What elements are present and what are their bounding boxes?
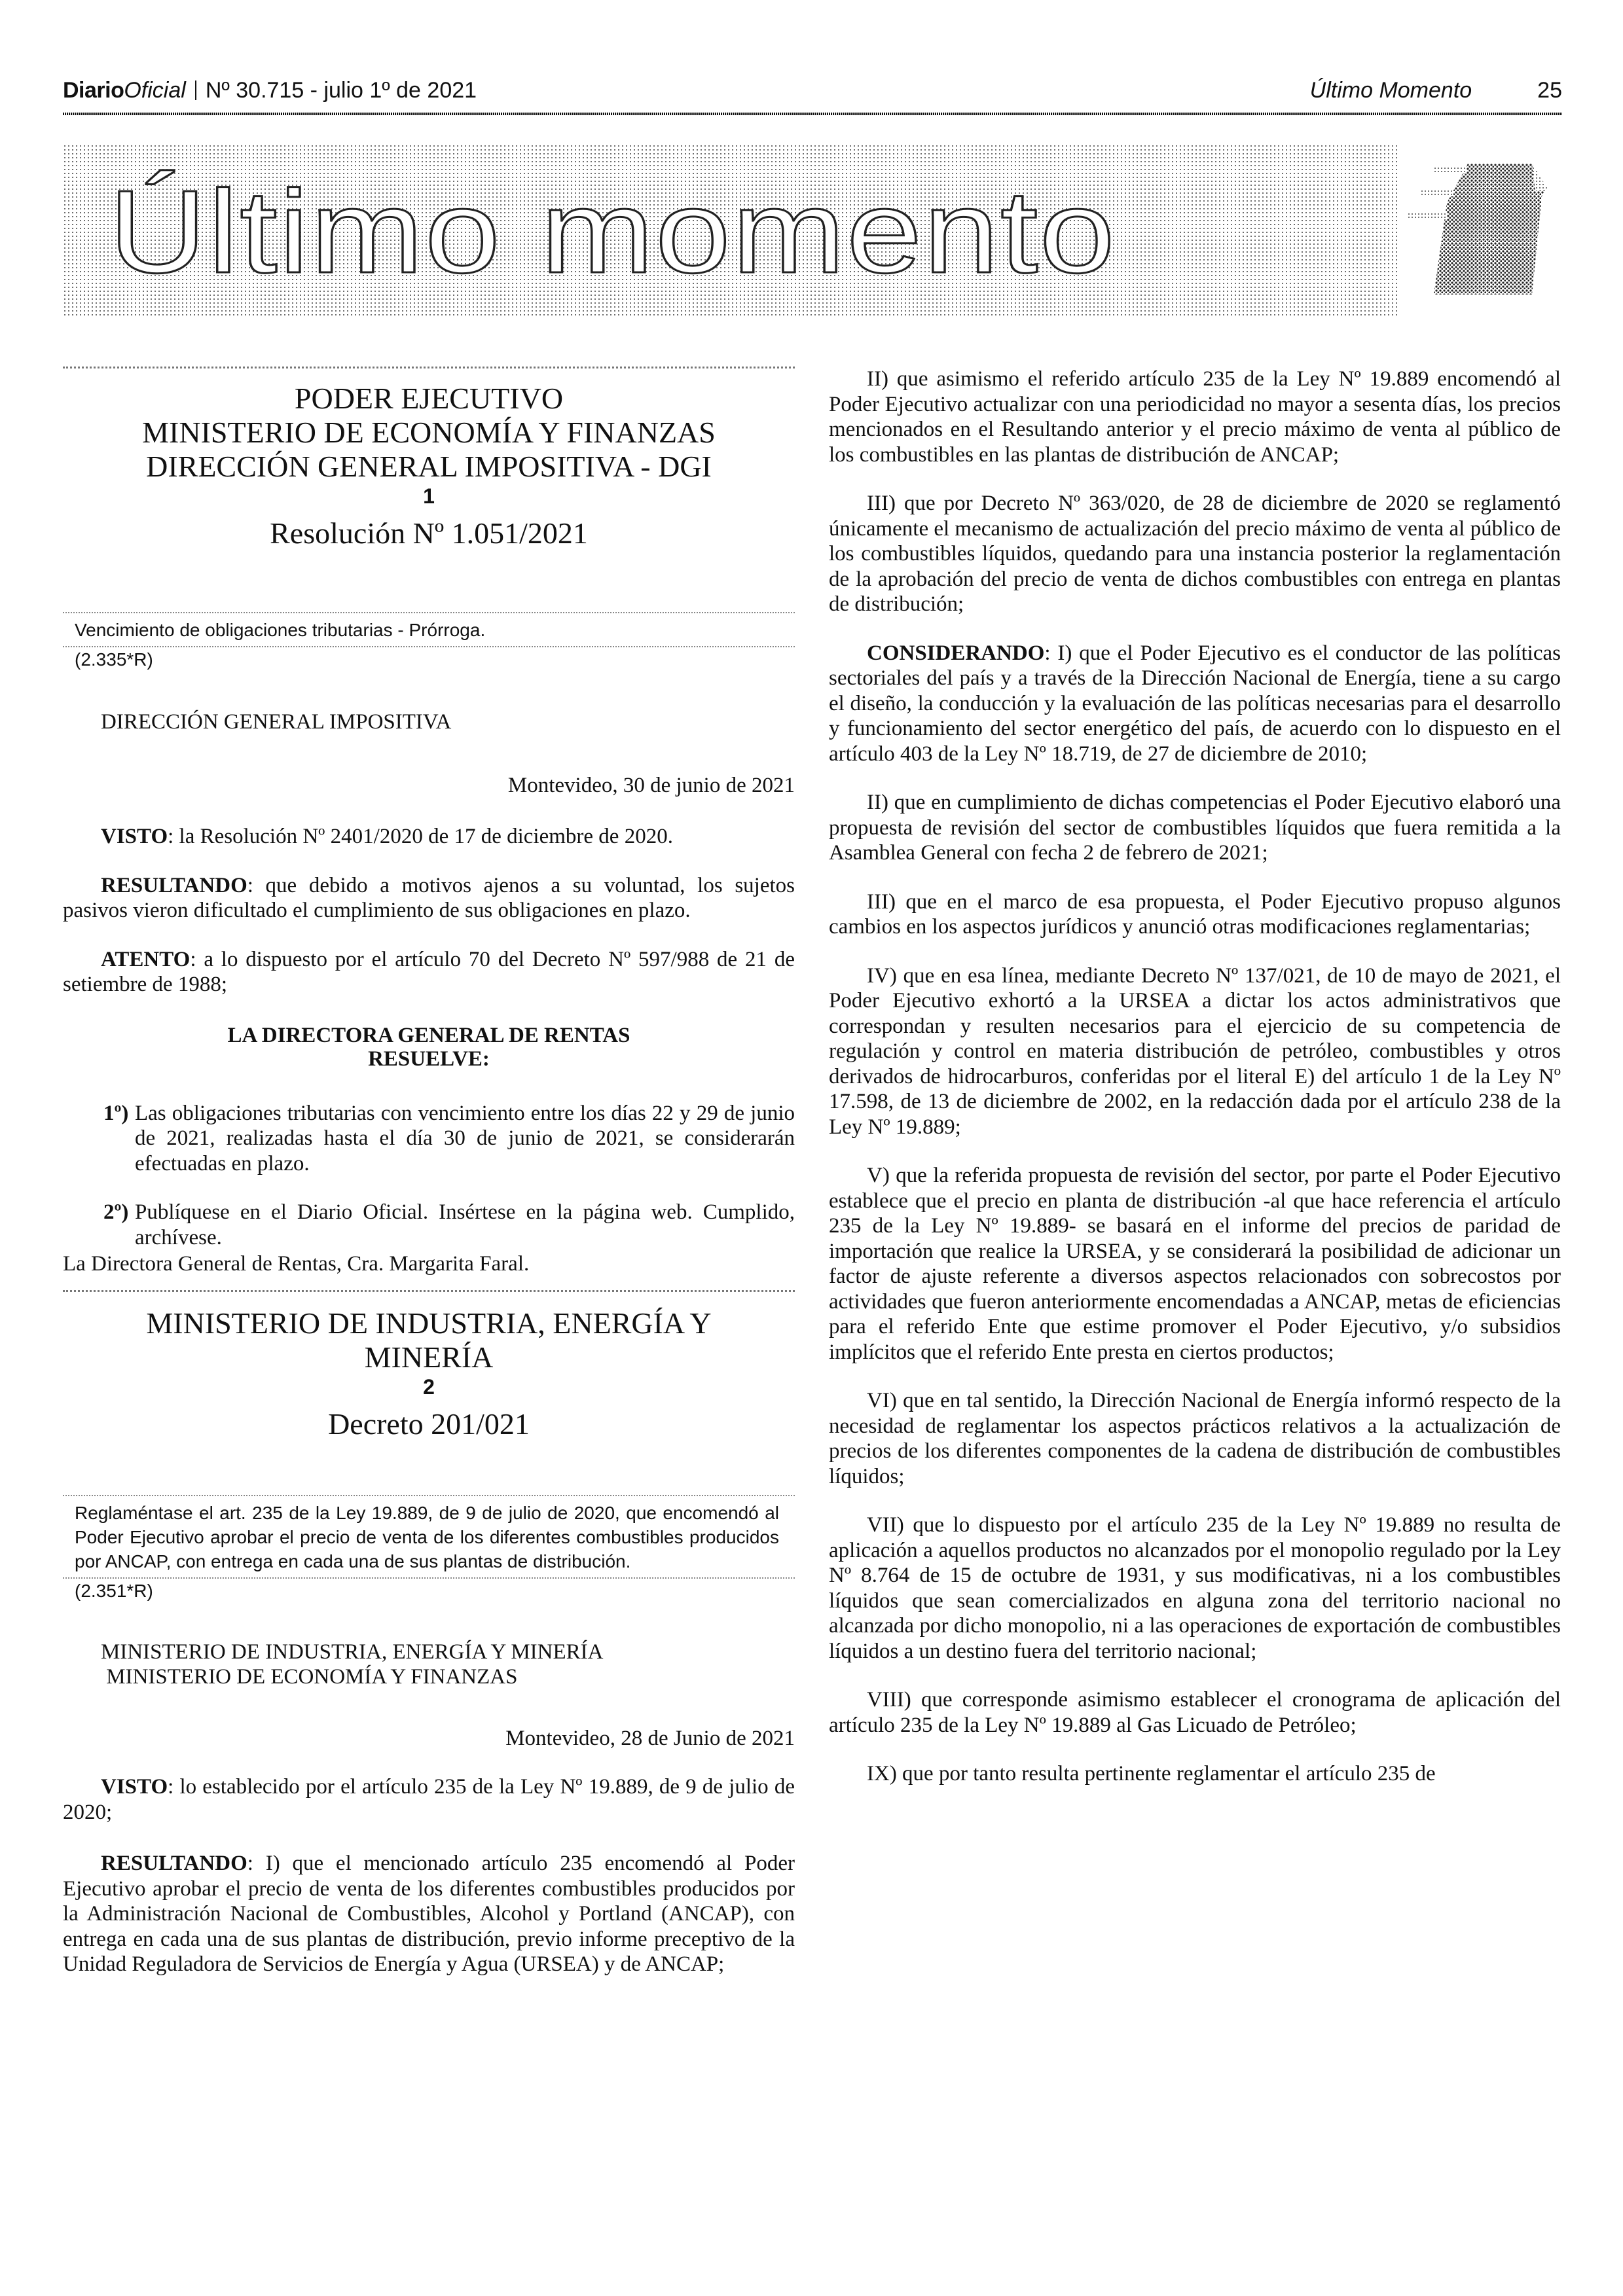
page-number: 25 [1537,78,1562,103]
resultando-item: II) que asimismo el referido artículo 235 de la Ley Nº 19.889 encomendó al Poder Ejecutivo actualizar con una periodicidad no mayor a sesenta días, los precios mencionados en el Resultando anterior y el precio máximo de venta al público de los combustibles en las plantas de distribución de ANCAP; [829,367,1561,467]
visto-paragraph: VISTO: la Resolución Nº 2401/2020 de 17 de diciembre de 2020. [101,825,673,848]
decree-heading [63,1306,795,1443]
visto-paragraph: VISTO: lo establecido por el artículo 235 de la Ley Nº 19.889, de 9 de julio de 2020; [63,1775,795,1824]
considerando-item: VII) que lo dispuesto por el artículo 235 de la Ley Nº 19.889 no resulta de aplicación a aquellos productos no alcanzados por el monopolio regulado por la Ley Nº 8.764 de 15 de octubre de 1931, y sus modificativas, ni a los combustibles líquidos que sean comercializados en alguna zona del territorio nacional no alcanzada por dicho monopolio, ni a las operaciones de exportación de combustibles líquidos a un destino fuera del territorio nacional; [829,1513,1561,1663]
item-number: 2 [423,1374,435,1399]
item-text: Las obligaciones tributarias con vencimiento entre los días 22 y 29 de junio de 2021, realizadas hasta el día 30 de junio de 2021, se considerarán efectuadas en plazo. [135,1101,795,1175]
resolver-heading: LA DIRECTORA GENERAL DE RENTAS RESUELVE: [227,1023,630,1071]
issue-info: Nº 30.715 - julio 1º de 2021 [205,78,477,103]
document-title: Decreto 201/021 [328,1407,530,1441]
considerando-item: III) que en el marco de esa propuesta, el Poder Ejecutivo propuso algunos cambios en los aspectos jurídicos y anunció otras modificaciones reglamentarias; [829,889,1561,939]
resultando-item: III) que por Decreto Nº 363/020, de 28 de diciembre de 2020 se reglamentó únicamente el mecanismo de actualización del precio máximo de venta al público de los combustibles líquidos, quedando para una instancia posterior la reglamentación de la aprobación del precio de venta de dichos combustibles con entrega en plantas de distribución; [829,492,1561,616]
item-ordinal: 1º) [103,1101,129,1125]
resultando-label: RESULTANDO [101,873,247,897]
item-number: 1 [423,484,435,508]
flying-document-icon [1408,164,1558,308]
resolution-item [63,1101,795,1177]
org-line: MINERÍA [364,1340,494,1374]
right-column [829,367,1561,1787]
publication-ref: (2.351*R) [75,1580,153,1601]
dateline: Montevideo, 30 de junio de 2021 [507,773,795,797]
publication-ref: (2.335*R) [75,649,153,670]
left-column [63,367,795,1977]
header-separator [195,81,196,100]
resultando-paragraph: RESULTANDO: que debido a motivos ajenos a su voluntad, los sujetos pasivos vieron dificultado el cumplimiento de sus obligaciones en plazo. [63,873,795,922]
issuer: MINISTERIO DE INDUSTRIA, ENERGÍA Y MINERÍA MINISTERIO DE ECONOMÍA Y FINANZAS [101,1640,604,1689]
considerando-item: IX) que por tanto resulta pertinente reglamentar el artículo 235 de [867,1762,1436,1785]
item-ordinal: 2º) [103,1200,129,1224]
considerando-label: CONSIDERANDO [867,641,1045,665]
document-title: Resolución Nº 1.051/2021 [270,516,588,550]
atento-label: ATENTO [101,947,191,971]
document-summary: Reglaméntase el art. 235 de la Ley 19.889, de 9 de julio de 2020, que encomendó al Poder Ejecutivo aprobar el precio de venta de los diferentes combustibles producidos por ANCAP, con entrega en cada una de sus plantas de distribución. [75,1502,779,1571]
org-line: MINISTERIO DE ECONOMÍA Y FINANZAS [142,416,716,449]
considerando-item: V) que la referida propuesta de revisión del sector, por parte el Poder Ejecutivo establece que el precio en planta de distribución -al que hace referencia el artículo 235 de la Ley Nº 19.889- se basará en el informe del precios de paridad de importación que realice la URSEA, y se considerará la posibilidad de adicionar un factor de ajuste referente a diversos aspectos relacionados con sobrecostos por actividades que fueron anteriormente encomendadas a ANCAP, metas de eficiencias para el referido Ente que estime promover el Poder Ejecutivo, y/o subsidios implícitos que el referido Ente presta en ciertos productos; [829,1164,1561,1364]
banner-title: Último momento [109,166,1117,298]
running-header [63,73,1562,107]
resolution-item [63,1200,795,1250]
item-text: Publíquese en el Diario Oficial. Insértese en la página web. Cumplido, archívese. [135,1200,795,1249]
header-right [1310,73,1562,107]
org-line: PODER EJECUTIVO [294,382,564,415]
header-rule [63,113,1562,115]
brand-oficial: Oficial [124,78,186,103]
visto-label: VISTO [101,825,168,848]
section-name: Último Momento [1309,78,1472,103]
visto-label: VISTO [101,1775,168,1799]
section-divider [63,1290,795,1292]
org-line: DIRECCIÓN GENERAL IMPOSITIVA - DGI [146,450,712,483]
section-divider [63,367,795,368]
considerando-paragraph: CONSIDERANDO: I) que el Poder Ejecutivo es el conductor de las políticas sectoriales del país y a través de la Dirección Nacional de Energía, tiene a su cargo el diseño, la conducción y la evaluación de las políticas necesarias para el desarrollo y funcionamiento del sector energético del país, de acuerdo con lo dispuesto en el artículo 403 de la Ley Nº 18.719, de 27 de diciembre de 2010; [829,641,1561,766]
signature: La Directora General de Rentas, Cra. Margarita Faral. [63,1252,530,1276]
considerando-item: II) que en cumplimiento de dichas competencias el Poder Ejecutivo elaboró una propuesta de revisión del sector de combustibles líquidos que fuera remitida a la Asamblea General con fecha 2 de febrero de 2021; [829,791,1561,865]
issuer: DIRECCIÓN GENERAL IMPOSITIVA [101,710,452,734]
resolution-heading [63,382,795,552]
resultando-paragraph: RESULTANDO: I) que el mencionado artículo 235 encomendó al Poder Ejecutivo aprobar el precio de venta de los diferentes combustibles producidos por la Administración Nacional de Combustibles, Alcohol y Portland (ANCAP), con entrega en cada una de sus plantas de distribución, previo informe preceptivo de la Unidad Reguladora de Servicios de Energía y Agua (URSEA) y de ANCAP; [63,1852,795,1976]
atento-paragraph: ATENTO: a lo dispuesto por el artículo 70 del Decreto Nº 597/988 de 21 de setiembre de 1988; [63,947,795,996]
considerando-item: VIII) que corresponde asimismo establecer el cronograma de aplicación del artículo 235 de la Ley Nº 19.889 al Gas Licuado de Petróleo; [829,1688,1561,1737]
org-line: MINISTERIO DE INDUSTRIA, ENERGÍA Y [146,1306,712,1340]
document-summary: Vencimiento de obligaciones tributarias - Prórroga. [75,620,486,640]
brand-diario: Diario [63,78,124,103]
considerando-item: IV) que en esa línea, mediante Decreto Nº 137/021, de 10 de mayo de 2021, el Poder Ejecutivo exhortó a la URSEA a dictar los actos administrativos que correspondan y resulten necesarios para el ejercicio de su competencia de regulación y control en materia distribución de petróleo, combustibles y otros derivados de hidrocarburos, conferidas por el literal E) del artículo 1 de la Ley Nº 17.598, de 13 de diciembre de 2002, en la redacción dada por el artículo 238 de la Ley Nº 19.889; [829,963,1561,1139]
header-left [63,73,477,107]
dateline: Montevideo, 28 de Junio de 2021 [505,1726,795,1750]
resultando-label: RESULTANDO [101,1852,247,1875]
considerando-item: VI) que en tal sentido, la Dirección Nacional de Energía informó respecto de la necesidad de reglamentar los aspectos prácticos relativos a la actualización de precios de los diferentes componentes de la cadena de distribución de combustibles líquidos; [829,1389,1561,1488]
section-banner [63,144,1398,315]
